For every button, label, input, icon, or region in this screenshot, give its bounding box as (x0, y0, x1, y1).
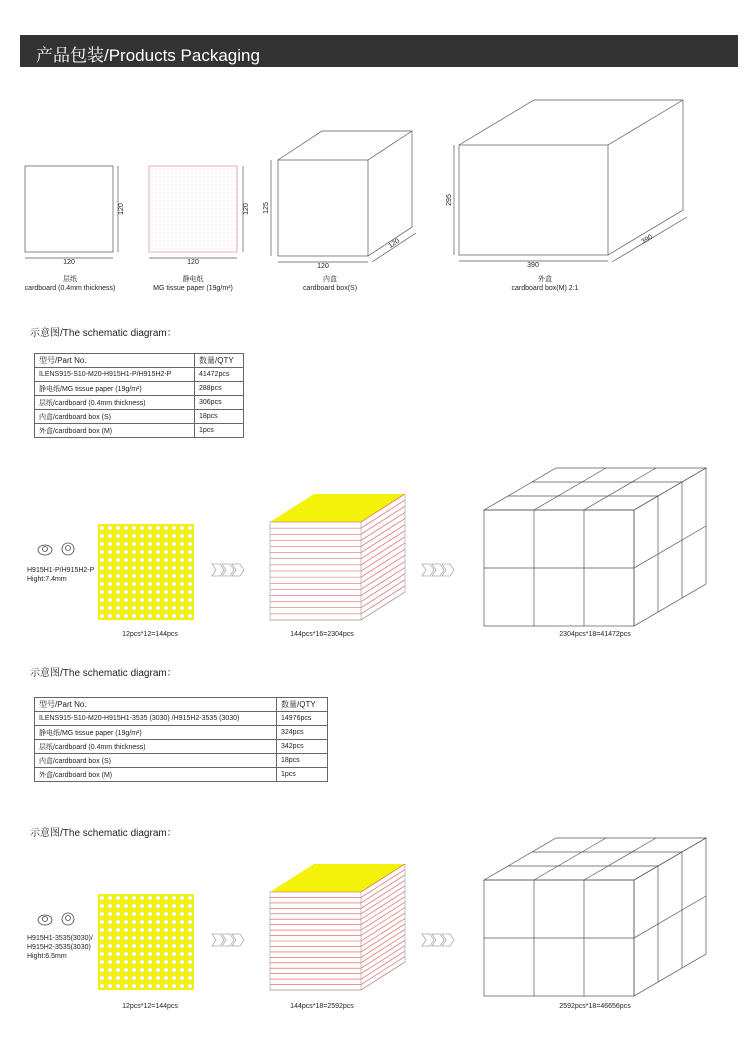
caption-tissue: 静电纸 MG tissue paper (19g/m²) (153, 276, 233, 292)
section3-qty-outer: 2592pcs*18=46656pcs (559, 1003, 631, 1010)
diagram-row-2 (0, 830, 750, 1020)
sheet-height-label: 120 (118, 203, 125, 215)
inner-width-label: 120 (317, 263, 329, 270)
tray-stack (270, 494, 405, 620)
caption-inner-box: 内盒 cardboard box(S) (302, 276, 358, 292)
led-lens-icon (38, 913, 74, 925)
tissue-width-label: 120 (187, 259, 199, 266)
caption-sheet: 层纸 cardboard (0.4mm thickness) (24, 276, 116, 292)
cardboard-sheet-shape (25, 166, 113, 252)
lens-tray (98, 524, 194, 620)
diagram-row-1 (0, 460, 750, 650)
outer-width-label: 390 (527, 262, 539, 269)
section3-qty-inner: 144pcs*18=2592pcs (290, 1003, 354, 1010)
lens-tray (98, 894, 194, 990)
section3-title: 示意图/The schematic diagram： (30, 828, 177, 839)
box-grid (484, 838, 706, 996)
tray-stack (270, 864, 405, 990)
sheet-width-label: 120 (63, 259, 75, 266)
packaging-drawings (0, 0, 750, 300)
section1-qty-inner: 144pcs*16=2304pcs (290, 631, 354, 638)
section3-qty-tray: 12pcs*12=144pcs (122, 1003, 178, 1010)
section2-title: 示意图/The schematic diagram： (30, 668, 177, 679)
inner-depth-label: 120 (387, 237, 401, 250)
section3-product-label: H915H1-3535(3030)/ H915H2-3535(3030) Hight:6.5mm (27, 935, 93, 960)
inner-height-label: 125 (263, 202, 270, 214)
section1-qty-tray: 12pcs*12=144pcs (122, 631, 178, 638)
arrow-icon (212, 564, 244, 576)
arrow-icon (212, 934, 244, 946)
section1-spec-table: 型号/Part No. 数量/QTY ILENS915-S10-M20-H915H1-P/H915H2-P 41472pcs 静电纸/MG tissue paper (19g/m²) 288pcs 层纸/cardboard (0.4mm thickness) 306pcs 内盒/cardboard box (S) 18pcs 外盒/cardboard box (M) 1pcs (34, 353, 244, 438)
outer-height-label: 295 (446, 194, 453, 206)
section1-product-label: H915H1-P/H915H2-P Hight:7.4mm (27, 567, 95, 583)
arrow-icon (422, 564, 454, 576)
led-lens-icon (38, 543, 74, 555)
section1-title: 示意图/The schematic diagram： (30, 328, 177, 339)
section2-spec-table: 型号/Part No. 数量/QTY ILENS915-S10-M20-H915H1-3535 (3030) /H915H2-3535 (3030) 14976pcs 静电纸/MG tissue paper (19g/m²) 324pcs 层纸/cardboard (0.4mm thickness) 342pcs 内盒/cardboard box (S) 18pcs 外盒/cardboard box (M) 1pcs (34, 697, 328, 782)
section1-qty-outer: 2304pcs*18=41472pcs (559, 631, 631, 638)
outer-depth-label: 390 (640, 233, 655, 246)
box-grid (484, 468, 706, 626)
tissue-height-label: 120 (243, 203, 250, 215)
page-title: 产品包装/Products Packaging (36, 46, 260, 65)
caption-outer-box: 外盒 cardboard box(M) 2:1 (511, 276, 579, 292)
arrow-icon (422, 934, 454, 946)
